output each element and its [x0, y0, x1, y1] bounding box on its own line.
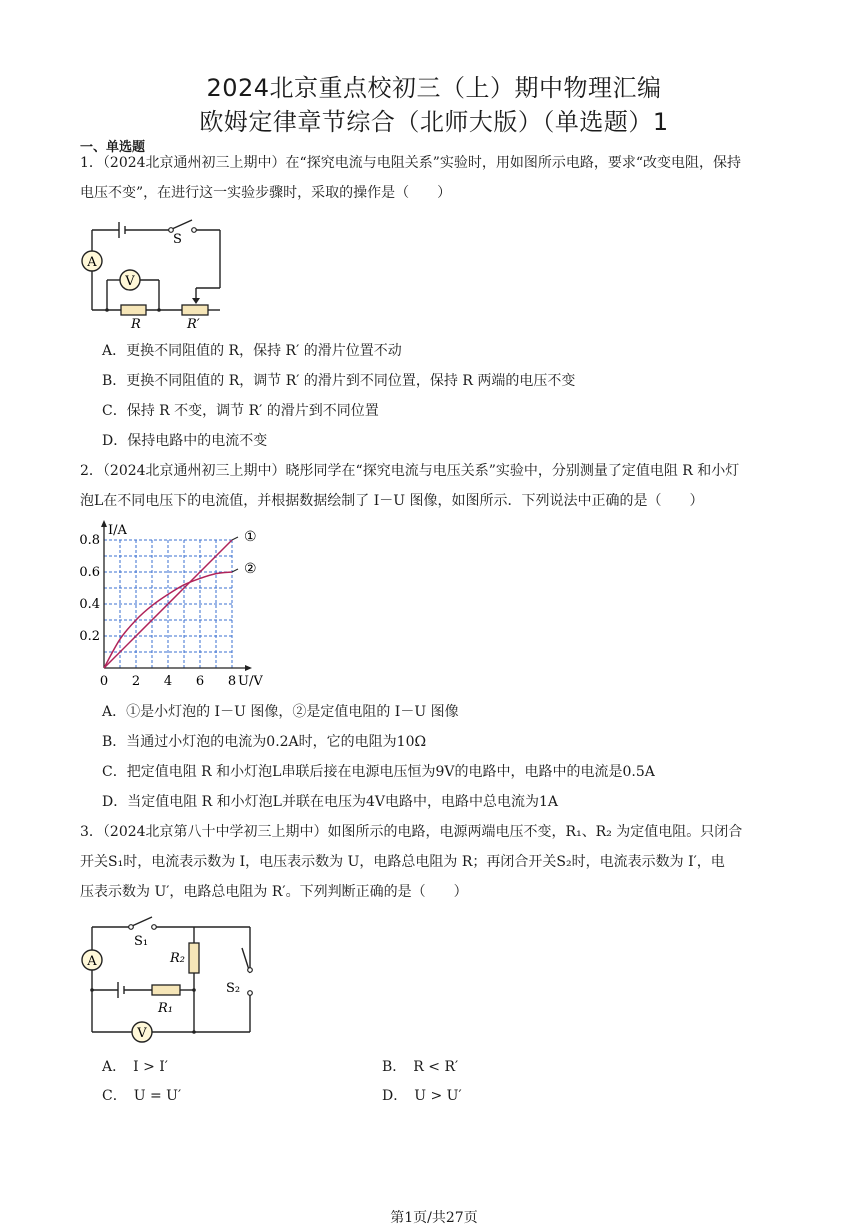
q1-stem: [80, 148, 800, 208]
resistor-r: [121, 305, 146, 315]
q1-option-c: C．保持 R 不变，调节 R′ 的滑片到不同位置: [102, 403, 379, 419]
page-title-line1: 2024北京重点校初三（上）期中物理汇编: [206, 74, 662, 102]
switch-label: S: [173, 232, 182, 247]
x-tick-label: 8: [227, 674, 237, 689]
y-tick-label: 0.4: [79, 597, 100, 612]
q1-option-a: A．更换不同阻值的 R，保持 R′ 的滑片位置不动: [102, 343, 402, 359]
ammeter-label: A: [87, 255, 97, 270]
x-tick-label: 6: [195, 674, 205, 689]
q2-option-a: A．①是小灯泡的 I－U 图像，②是定值电阻的 I－U 图像: [102, 704, 459, 720]
s1-blade: [132, 917, 152, 926]
section-heading: 一、单选题: [80, 140, 146, 155]
q2-stem-line2: 泡L在不同电压下的电流值，并根据数据绘制了 I－U 图像，如图所示．下列说法中正确的是（ ）: [80, 493, 704, 509]
series-label-2: ②: [244, 561, 257, 577]
rheostat-slider-arrow: [192, 298, 200, 304]
q3-option-a: A． I > I′: [102, 1059, 168, 1075]
q3-circuit-diagram: [74, 912, 264, 1052]
q2-stem: [80, 456, 800, 516]
q2-option-b: B．当通过小灯泡的电流为0.2A时，它的电阻为10Ω: [102, 734, 427, 750]
rheostat-label: R′: [187, 317, 200, 332]
q3-stem-line3: 压表示数为 U′，电路总电阻为 R′。下列判断正确的是（ ）: [80, 884, 468, 900]
y-tick-label: 0.2: [79, 629, 100, 644]
series-label-1: ①: [244, 529, 257, 545]
series-label-leader: [232, 537, 238, 540]
q3-ammeter-label: A: [87, 954, 97, 969]
q1-option-b: B．更换不同阻值的 R，调节 R′ 的滑片到不同位置，保持 R 两端的电压不变: [102, 373, 576, 389]
y-tick-label: 0.8: [79, 533, 100, 548]
q2-iu-chart: [74, 520, 274, 695]
q1-stem-line1: 1．（2024北京通州初三上期中）在“探究电流与电阻关系”实验时，用如图所示电路，要求“改变电阻，保持: [80, 155, 742, 171]
resistor-r1: [152, 985, 180, 995]
q3-option-d: D． U > U′: [382, 1088, 462, 1104]
r2-label: R₂: [170, 951, 185, 966]
x-tick-label: 0: [99, 674, 109, 689]
y-tick-label: 0.6: [79, 565, 100, 580]
q3-option-c: C． U = U′: [102, 1088, 182, 1104]
y-axis-arrow: [101, 520, 107, 527]
x-axis-arrow: [245, 665, 252, 671]
x-axis-label: U/V: [238, 674, 263, 689]
q2-option-d: D．当定值电阻 R 和小灯泡L并联在电压为4V电路中，电路中总电流为1A: [102, 794, 558, 810]
q3-stem-line2: 开关S₁时，电流表示数为 I，电压表示数为 U，电路总电阻为 R；再闭合开关S₂时，电流表示数为 I′，电: [80, 854, 725, 870]
x-tick-label: 2: [131, 674, 141, 689]
switch-blade: [172, 220, 192, 229]
q2-stem-line1: 2．（2024北京通州初三上期中）晓彤同学在“探究电流与电压关系”实验中，分别测量了定值电阻 R 和小灯: [80, 463, 740, 479]
q3-stem: [80, 817, 800, 907]
q1-option-d: D．保持电路中的电流不变: [102, 433, 268, 449]
s1-label: S₁: [134, 934, 149, 949]
s2-label: S₂: [226, 981, 241, 996]
x-tick-label: 4: [163, 674, 173, 689]
voltmeter-label: V: [125, 274, 135, 289]
q1-stem-line2: 电压不变”，在进行这一实验步骤时，采取的操作是（ ）: [80, 185, 452, 201]
series-line-1: [104, 540, 232, 668]
resistor-r2: [189, 943, 199, 973]
q2-option-c: C．把定值电阻 R 和小灯泡L串联后接在电源电压恒为9V的电路中，电路中的电流是0.5A: [102, 764, 655, 780]
q3-voltmeter-label: V: [137, 1026, 147, 1041]
page-title-line2: 欧姆定律章节综合（北师大版）（单选题）1: [199, 108, 669, 136]
switch-contact-right: [192, 228, 197, 233]
q3-stem-line1: 3．（2024北京第八十中学初三上期中）如图所示的电路，电源两端电压不变，R₁、R₂ 为定值电阻。只闭合: [80, 824, 743, 840]
rheostat-r-prime: [182, 305, 208, 315]
resistor-label: R: [131, 317, 141, 332]
q3-option-b: B． R < R′: [382, 1059, 459, 1075]
r1-label: R₁: [158, 1001, 173, 1016]
page-footer: 第1页/共27页: [390, 1210, 478, 1226]
y-axis-label: I/A: [108, 523, 127, 538]
q1-circuit-diagram: [74, 210, 234, 335]
series-label-leader: [232, 569, 238, 572]
